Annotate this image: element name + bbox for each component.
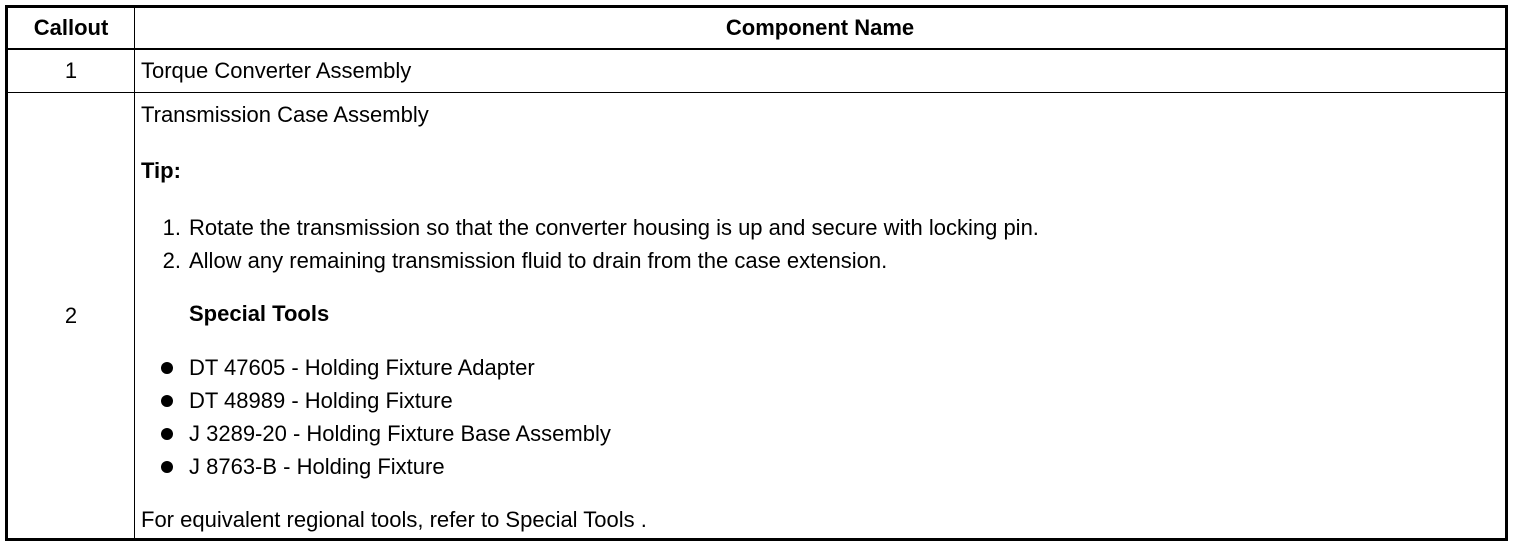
- component-name-header: Component Name: [135, 7, 1507, 50]
- bullet-icon: [161, 428, 173, 440]
- bullet-icon: [161, 461, 173, 473]
- step-number: 2.: [162, 248, 181, 273]
- table-row: [7, 93, 1507, 540]
- tools-list: [141, 351, 1505, 483]
- tool-text: DT 47605 - Holding Fixture Adapter: [189, 355, 535, 380]
- tool-item: [141, 384, 1505, 417]
- bullet-icon: [161, 362, 173, 374]
- special-tools-heading: Special Tools: [189, 301, 330, 326]
- callout-number: 1: [7, 49, 135, 93]
- component-name: Transmission Case Assembly: [141, 102, 429, 127]
- tool-text: J 8763-B - Holding Fixture: [189, 454, 445, 479]
- tip-heading: Tip:: [141, 158, 181, 183]
- step-number: 1.: [162, 215, 181, 240]
- step-text: Rotate the transmission so that the converter housing is up and secure with locking pin.: [189, 215, 1039, 240]
- step-text: Allow any remaining transmission fluid to drain from the case extension.: [189, 248, 888, 273]
- callout-number: 2: [7, 93, 135, 540]
- bullet-icon: [161, 395, 173, 407]
- regional-tools-note: For equivalent regional tools, refer to Special Tools .: [141, 507, 647, 532]
- component-details: [135, 93, 1507, 540]
- tool-item: [141, 351, 1505, 384]
- step-item: [141, 211, 1505, 244]
- tool-text: DT 48989 - Holding Fixture: [189, 388, 453, 413]
- tool-item: [141, 450, 1505, 483]
- component-name: Torque Converter Assembly: [135, 49, 1507, 93]
- header-row: [7, 7, 1507, 50]
- component-table: [5, 5, 1508, 541]
- tool-item: [141, 417, 1505, 450]
- table-row: [7, 49, 1507, 93]
- callout-header: Callout: [7, 7, 135, 50]
- step-item: [141, 244, 1505, 277]
- step-list: [141, 211, 1505, 277]
- tool-text: J 3289-20 - Holding Fixture Base Assembly: [189, 421, 611, 446]
